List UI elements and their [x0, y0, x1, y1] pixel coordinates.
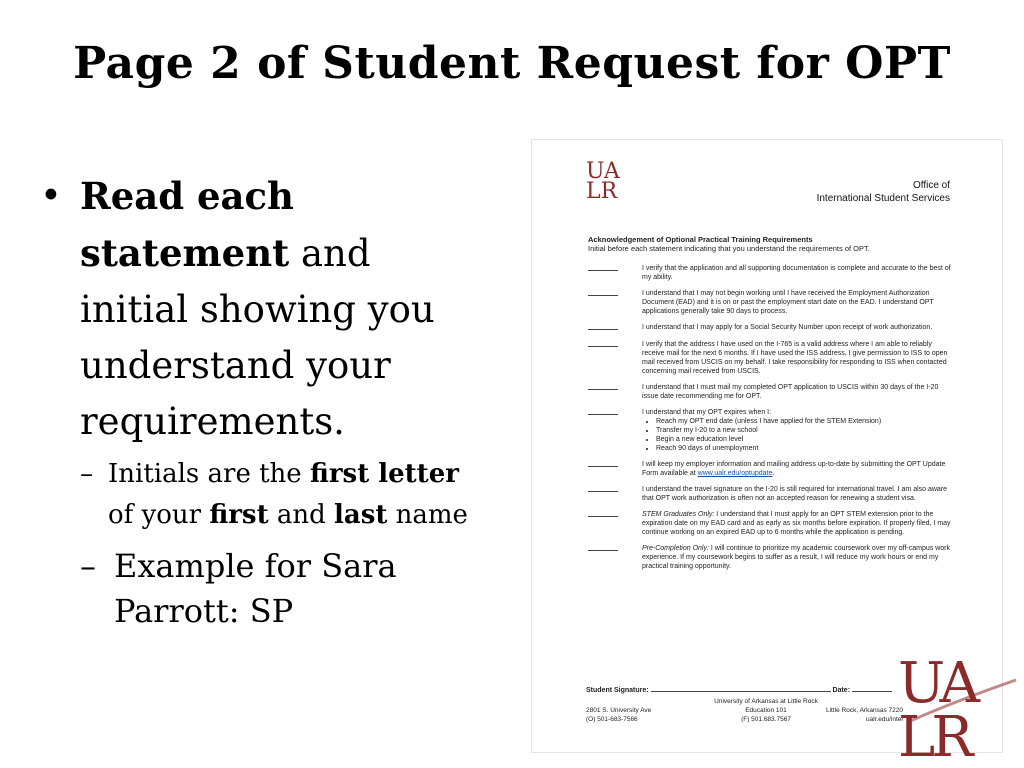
- statement: [588, 510, 953, 537]
- initial-line: [588, 510, 642, 537]
- statement-list: [588, 264, 953, 578]
- statement-text: I understand that I must mail my completed OPT application to USCIS within 30 days of the I-20 issue date recommending me for OPT.: [642, 384, 939, 400]
- expires-item: • Transfer my I-20 to a new school: [656, 426, 953, 435]
- bold-part: last: [334, 500, 388, 530]
- statement: [588, 340, 953, 376]
- sub-bullet-marker: –: [80, 547, 96, 585]
- initial-line: [588, 323, 642, 333]
- initial-line: [588, 544, 642, 571]
- stem-label: STEM Graduates Only:: [642, 511, 715, 518]
- statement-text: [642, 510, 953, 537]
- statement: [588, 323, 953, 333]
- initial-line: [588, 340, 642, 376]
- date-label: Date:: [832, 687, 851, 694]
- doc-subheading: Initial before each statement indicating that you understand the requirements of OPT.: [588, 244, 870, 253]
- slide-title: Page 2 of Student Request for OPT: [73, 38, 951, 89]
- footer-text: Education 101: [745, 707, 787, 714]
- sub-bullet-example: [80, 544, 480, 634]
- bold-part: first: [209, 500, 269, 530]
- office-line: Office of: [912, 180, 950, 191]
- doc-heading: Acknowledgement of Optional Practical Training Requirements: [588, 235, 813, 244]
- corner-logo-bottom: LR: [898, 705, 970, 768]
- footer-text: Little Rock, Arkansas 7220: [826, 707, 903, 714]
- statement-text: I understand the travel signature on the I-20 is still required for international travel. I am also aware that OPT work authorization is often not an accepted reason for renewing a student visa.: [642, 486, 948, 502]
- signature-line: [651, 685, 831, 692]
- initial-line: [588, 289, 642, 316]
- pre-text: I will continue to prioritize my academic coursework over my off-campus work experience. If my coursework begins to suffer as a result, I will reduce my work hours or end my practical training opportunity.: [642, 545, 950, 570]
- footer-text: 2801 S. University Ave: [586, 707, 652, 714]
- update-end: .: [772, 470, 775, 477]
- office-name: [817, 179, 950, 205]
- stem-text: I understand that I must apply for an OPT STEM extension prior to the expiration date on my EAD card and as early as six months before expiration. If properly filed, I may continue working on an expired EAD up to 6 months while the application is pending.: [642, 511, 951, 536]
- initial-line: [588, 383, 642, 401]
- pre-label: Pre-Completion Only:: [642, 545, 709, 552]
- initial-line: [588, 264, 642, 282]
- bold-part: first letter: [309, 459, 459, 489]
- sub-bullet-initials-text: [108, 454, 480, 536]
- bold-phrase: Read each statement: [80, 174, 294, 275]
- expires-item: • Begin a new education level: [656, 435, 953, 444]
- text-part: name: [387, 500, 468, 530]
- logo-swoosh-icon: [898, 660, 1020, 768]
- statement: [588, 544, 953, 571]
- statement: [588, 460, 953, 478]
- opt-update-link[interactable]: www.ualr.edu/optupdate: [697, 470, 773, 477]
- footer-text: ualr.edu/inter: [866, 716, 904, 723]
- sub-bullet-marker: –: [80, 459, 93, 489]
- statement-text: I understand that I may not begin working until I have received the Employment Authorization Document (EAD) and it is on or past the employment start date on the EAD. I understand OPT applications generally take 90 days to process.: [642, 290, 934, 315]
- signature-label: Student Signature:: [586, 687, 649, 694]
- statement-text: [642, 408, 953, 453]
- main-bullet: [40, 168, 480, 450]
- statement-text: I verify that the application and all supporting documentation is complete and accurate to the best of my ability.: [642, 265, 951, 281]
- initial-line: [588, 460, 642, 478]
- sub-bullet-example-text: Example for Sara Parrott: SP: [114, 547, 397, 630]
- text-part: Initials are the: [108, 459, 310, 489]
- bullet-rest: and initial showing you understand your requirements.: [80, 232, 435, 443]
- update-text: I will keep my employer information and mailing address up-to-date by submitting the OPT Update Form available at: [642, 461, 946, 477]
- logo-bottom: LR: [586, 179, 618, 204]
- footer-text: (O) 501-683-7566: [586, 716, 638, 723]
- corner-logo-top: UA: [898, 660, 976, 716]
- ualr-corner-logo: [898, 660, 1020, 768]
- statement-text: [642, 460, 953, 478]
- bullet-list: [40, 168, 480, 634]
- footer-text: University of Arkansas at Little Rock: [714, 698, 818, 705]
- ualr-logo: [586, 159, 620, 204]
- footer-text: (F) 501.683.7567: [741, 716, 791, 723]
- text-part: of your: [108, 500, 210, 530]
- office-line: International Student Services: [816, 193, 950, 204]
- sub-bullet-initials: [80, 454, 480, 536]
- bullet-marker: •: [40, 174, 62, 217]
- expires-intro: I understand that my OPT expires when I:: [642, 409, 772, 416]
- statement: [588, 408, 953, 453]
- statement: [588, 289, 953, 316]
- logo-top: UA: [586, 159, 620, 184]
- statement: [588, 383, 953, 401]
- expires-list: [642, 417, 953, 453]
- date-line: [852, 685, 892, 692]
- statement: [588, 264, 953, 282]
- statement: [588, 485, 953, 503]
- expires-item: • Reach 90 days of unemployment: [656, 444, 953, 453]
- initial-line: [588, 408, 642, 453]
- text-part: and: [268, 500, 334, 530]
- statement-text: [642, 544, 953, 571]
- expires-item: • Reach my OPT end date (unless I have applied for the STEM Extension): [656, 417, 953, 426]
- signature-row: [586, 685, 946, 694]
- statement-text: I verify that the address I have used on the I-765 is a valid address where I am able to reliably receive mail for the next 6 months. If I have used the ISS address, I give permission to ISS to open mail received from USCIS on my behalf. I take responsibility for responding to ISS when contacted concerning mail received from USCIS.: [642, 341, 948, 375]
- statement-text: I understand that I may apply for a Social Security Number upon receipt of work authorization.: [642, 324, 933, 331]
- initial-line: [588, 485, 642, 503]
- main-bullet-text: [80, 168, 480, 450]
